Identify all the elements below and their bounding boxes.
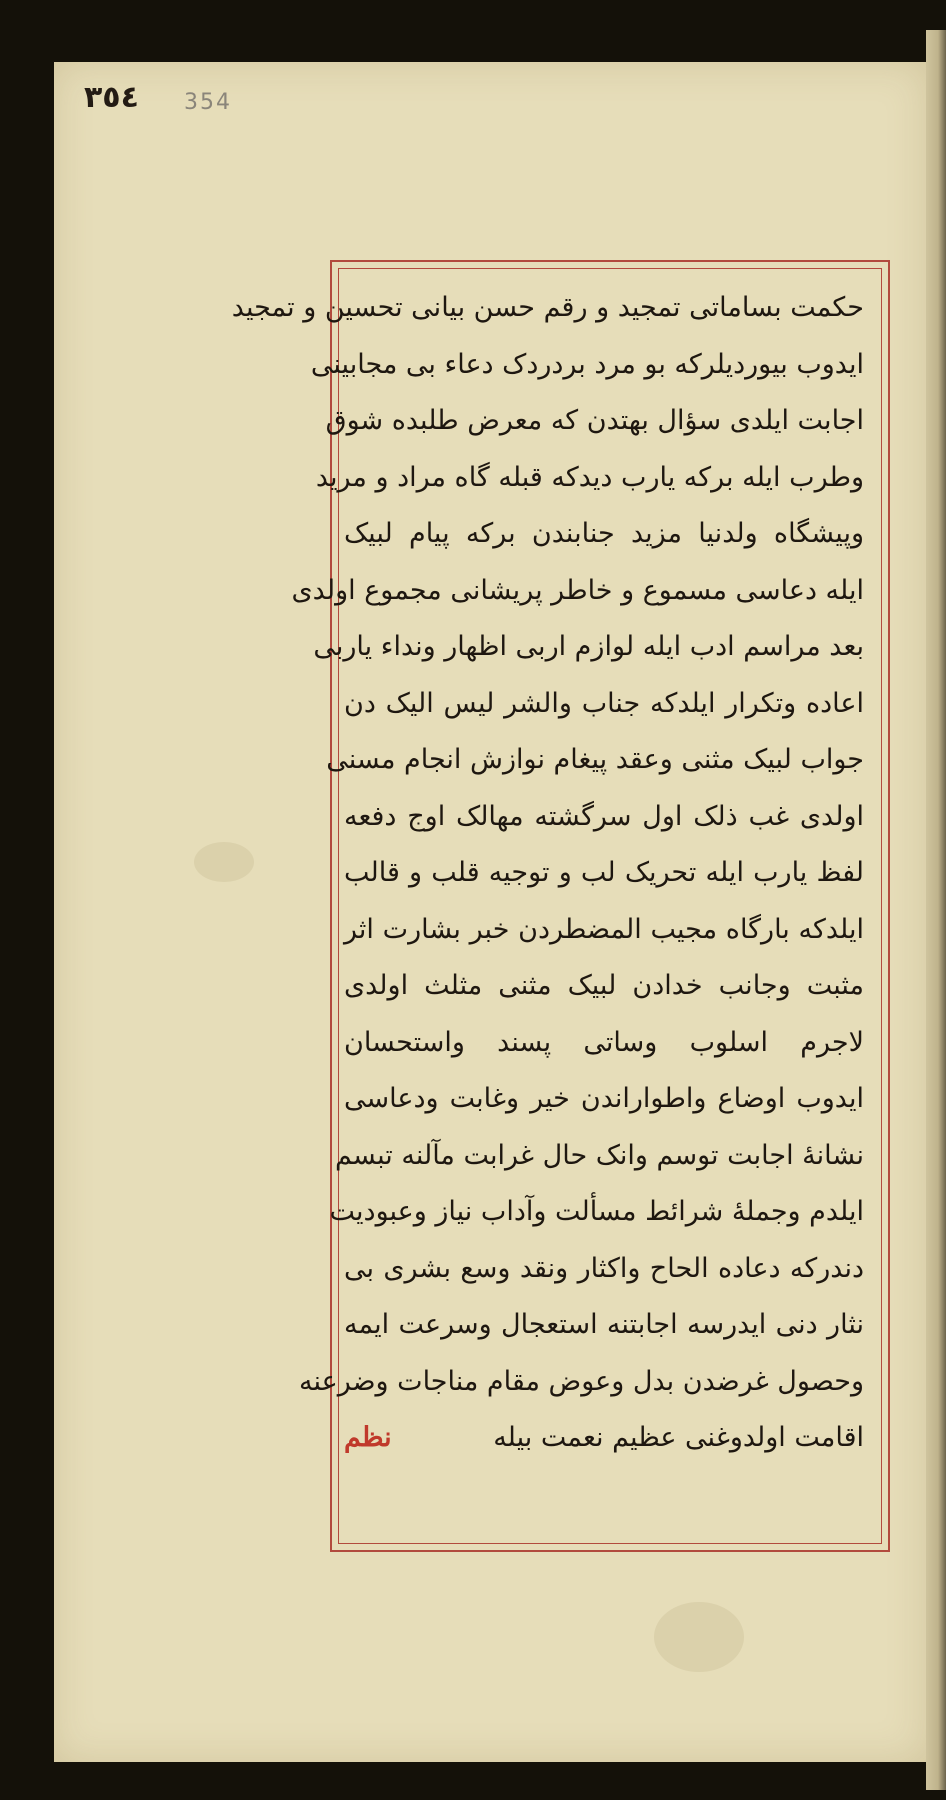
text-line: اعاده وتکرار ایلدکه جناب والشر لیس الیک دن — [344, 687, 864, 719]
text-line: دندرکه دعاده الحاح واکثار ونقد وسع بشری بی — [344, 1252, 864, 1284]
text-line-last — [344, 1410, 864, 1467]
text-line: ایدوب اوضاع واطواراندن خیر وغابت ودعاسی — [344, 1083, 864, 1114]
text-line: ایلدکه بارگاه مجیب المضطردن خبر بشارت اثر — [344, 913, 864, 945]
text-line: اجابت ایلدی سؤال بهتدن که معرض طلبده شوق — [325, 405, 864, 436]
text-line: ایلدم وجملهٔ شرائط مسألت وآداب نیاز وعبودیت — [329, 1196, 864, 1227]
paper-stain — [654, 1602, 744, 1672]
page-edge — [926, 30, 946, 1790]
text-line: جواب لبیک مثنی وعقد پیغام نوازش انجام مسنی — [326, 744, 864, 775]
text-line: وحصول غرضدن بدل وعوض مقام مناجات وضرعنه — [298, 1365, 864, 1397]
text-line: لفظ یارب ایله تحریک لب و توجیه قلب و قالب — [344, 857, 864, 888]
text-line: وپیشگاه ولدنیا مزید جنابندن برکه پیام لبیک — [344, 518, 864, 549]
paper-stain — [194, 842, 254, 882]
text-line: نشانهٔ اجابت توسم وانک حال غرابت مآلنه تبسم — [335, 1139, 864, 1171]
text-line: ایدوب بیوردیلرکه بو مرد بردردک دعاء بی مجابینی — [310, 348, 864, 380]
text-line: وطرب ایله برکه یارب دیدکه قبله گاه مراد و مرید — [315, 461, 864, 493]
text-line: ایله دعاسی مسموع و خاطر پریشانی مجموع اولدی — [291, 574, 864, 606]
text-line: اولدی غب ذلک اول سرگشته مهالک اوج دفعه — [344, 800, 864, 832]
last-line-text: اقامت اولدوغنی عظیم نعمت بیله — [493, 1422, 864, 1453]
text-line: حكمت بساماتی تمجید و رقم حسن بیانی تحسین و تمجید — [231, 292, 864, 323]
manuscript-page — [54, 62, 926, 1762]
text-line: نثار دنی ایدرسه اجابتنه استعجال وسرعت ایمه — [344, 1309, 864, 1340]
text-line: لاجرم اسلوب وساتی پسند واستحسان — [344, 1026, 864, 1058]
text-line: بعد مراسم ادب ایله لوازم اربی اظهار ونداء یاربی — [313, 631, 864, 662]
pencil-folio-number: 354 — [184, 90, 232, 115]
folio-number: ٣٥٤ — [84, 80, 139, 115]
text-frame — [231, 260, 890, 1552]
text-line: مثبت وجانب خدادن لبیک مثنی مثلث اولدی — [344, 970, 864, 1001]
rubric-heading: نظم — [344, 1422, 392, 1453]
text-block — [231, 280, 864, 1467]
